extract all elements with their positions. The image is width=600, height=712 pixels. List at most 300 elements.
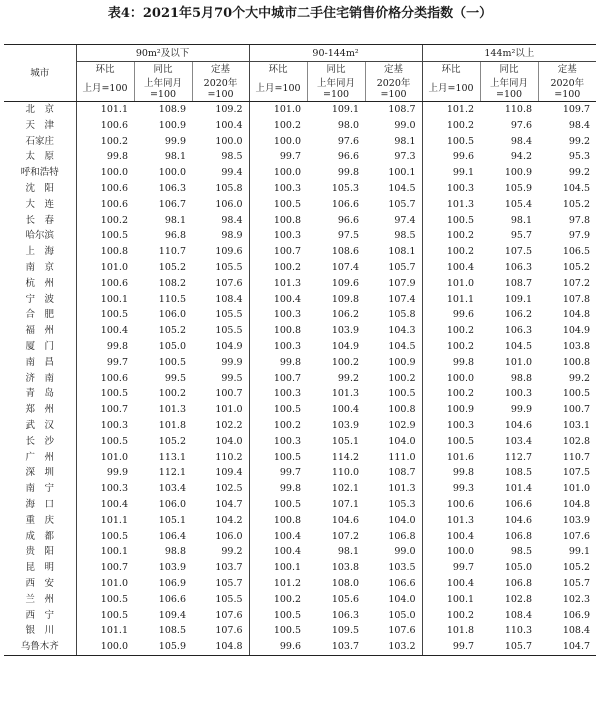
index-value: 100.8	[249, 513, 307, 529]
city-name: 深 圳	[25, 467, 54, 479]
index-value: 97.9	[568, 230, 591, 242]
table-row	[4, 450, 596, 466]
index-value: 108.9	[158, 104, 186, 115]
city-name: 海 口	[25, 498, 54, 510]
index-value: 99.3	[422, 481, 480, 497]
city-name: 厦 门	[25, 340, 54, 352]
index-value: 105.9	[504, 182, 533, 194]
index-value: 108.1	[388, 246, 416, 258]
table-row	[4, 465, 596, 481]
index-value: 104.5	[562, 182, 591, 194]
index-value: 110.3	[504, 625, 533, 637]
table-row	[4, 276, 596, 292]
index-value: 98.4	[221, 214, 243, 226]
index-value: 98.9	[221, 230, 243, 242]
index-value: 100.3	[249, 228, 307, 244]
sub-header-yoy: 同比	[134, 62, 192, 77]
index-value: 99.9	[221, 356, 243, 368]
index-value: 99.2	[568, 135, 591, 147]
table-row	[4, 197, 596, 213]
index-value: 103.5	[388, 562, 416, 574]
city-name: 福 州	[25, 325, 54, 337]
index-value: 100.9	[504, 167, 533, 179]
index-value: 100.5	[76, 228, 134, 244]
index-value: 108.2	[158, 277, 186, 289]
index-value: 104.8	[192, 639, 249, 655]
index-value: 100.2	[249, 418, 307, 434]
table-row	[4, 165, 596, 181]
index-value: 100.9	[422, 402, 480, 418]
index-value: 106.6	[331, 198, 360, 210]
table-title: 表4：2021年5月70个大中城市二手住宅销售价格分类指数（一）	[107, 6, 493, 21]
table-row	[4, 134, 596, 150]
index-value: 110.5	[158, 293, 186, 305]
index-value: 98.4	[510, 135, 533, 147]
index-value: 101.0	[76, 576, 134, 592]
index-value: 107.6	[215, 609, 243, 621]
index-value: 109.8	[331, 293, 360, 305]
table-row	[4, 544, 596, 560]
index-value: 100.5	[249, 197, 307, 213]
city-name: 哈尔滨	[25, 230, 54, 242]
index-value: 99.9	[76, 465, 134, 481]
index-value: 107.9	[388, 277, 416, 289]
index-value: 102.9	[388, 419, 416, 431]
index-value: 100.7	[562, 404, 591, 416]
city-name: 乌鲁木齐	[4, 639, 76, 655]
index-value: 100.5	[76, 307, 134, 323]
index-value: 100.2	[422, 118, 480, 134]
index-value: 109.6	[215, 246, 243, 258]
index-value: 107.5	[562, 467, 591, 479]
index-value: 101.0	[504, 356, 533, 368]
index-value: 99.8	[249, 355, 307, 371]
index-value: 100.8	[249, 213, 307, 229]
index-value: 101.3	[388, 483, 416, 495]
index-value: 106.4	[158, 530, 186, 542]
index-value: 106.3	[504, 261, 533, 273]
table-row	[4, 497, 596, 513]
index-value: 101.8	[422, 623, 480, 639]
city-name: 沈 阳	[25, 182, 54, 194]
index-value: 103.9	[331, 325, 360, 337]
city-name: 北 京	[25, 104, 54, 115]
index-value: 109.4	[215, 467, 243, 479]
base-header-yoy: 上年同月=100	[480, 76, 538, 102]
index-value: 101.3	[331, 388, 360, 400]
index-value: 106.0	[215, 198, 243, 210]
index-value: 105.2	[562, 261, 591, 273]
index-value: 99.9	[510, 404, 533, 416]
index-value: 99.8	[422, 465, 480, 481]
index-value: 100.2	[331, 356, 360, 368]
table-row	[4, 592, 596, 608]
index-value: 101.1	[422, 292, 480, 308]
city-name: 南 昌	[25, 356, 54, 368]
city-name: 上 海	[25, 246, 54, 258]
index-value: 100.4	[249, 292, 307, 308]
table-row	[4, 307, 596, 323]
index-value: 104.9	[215, 340, 243, 352]
index-value: 100.4	[76, 323, 134, 339]
index-value: 100.3	[249, 339, 307, 355]
index-value: 101.1	[76, 102, 134, 118]
index-value: 100.0	[158, 167, 186, 179]
index-value: 106.2	[331, 309, 360, 321]
sub-header-yoy: 同比	[480, 62, 538, 77]
index-value: 99.6	[249, 639, 307, 655]
index-value: 99.4	[221, 167, 243, 179]
index-value: 98.5	[394, 230, 416, 242]
index-value: 105.4	[504, 198, 533, 210]
index-value: 95.7	[510, 230, 533, 242]
index-value: 94.2	[510, 151, 533, 163]
city-name: 贵 阳	[25, 546, 54, 558]
index-value: 102.8	[504, 593, 533, 605]
index-value: 101.6	[422, 450, 480, 466]
index-value: 100.7	[76, 560, 134, 576]
city-name: 长 春	[25, 214, 54, 226]
index-value: 105.0	[388, 609, 416, 621]
group-header-small: 90m²及以下	[76, 45, 249, 62]
index-value: 106.8	[388, 530, 416, 542]
index-value: 103.8	[562, 340, 591, 352]
index-value: 106.3	[504, 325, 533, 337]
index-value: 100.4	[249, 529, 307, 545]
index-value: 104.7	[215, 498, 243, 510]
base-header-mom: 上月=100	[422, 76, 480, 102]
index-value: 105.8	[215, 182, 243, 194]
index-value: 109.4	[158, 609, 186, 621]
city-name: 武 汉	[25, 419, 54, 431]
index-value: 99.8	[76, 339, 134, 355]
index-value: 104.8	[562, 498, 591, 510]
index-value: 105.1	[158, 514, 186, 526]
index-value: 111.0	[388, 451, 416, 463]
index-value: 101.2	[249, 576, 307, 592]
base-header-mom: 上月=100	[249, 76, 307, 102]
index-value: 100.2	[388, 372, 416, 384]
base-header-base: 2020年=100	[365, 76, 422, 102]
index-value: 100.3	[76, 418, 134, 434]
index-value: 108.7	[388, 467, 416, 479]
index-value: 104.7	[538, 639, 596, 655]
table-row	[4, 529, 596, 545]
index-value: 103.9	[158, 562, 186, 574]
index-value: 100.8	[388, 404, 416, 416]
index-value: 104.6	[504, 514, 533, 526]
index-value: 105.2	[562, 198, 591, 210]
index-value: 101.1	[76, 623, 134, 639]
city-name: 济 南	[25, 372, 54, 384]
index-value: 101.2	[422, 102, 480, 118]
index-value: 100.5	[76, 434, 134, 450]
index-value: 106.0	[158, 309, 186, 321]
index-value: 100.7	[249, 244, 307, 260]
index-value: 100.6	[76, 118, 134, 134]
index-value: 97.3	[394, 151, 416, 163]
index-value: 108.5	[504, 467, 533, 479]
index-value: 100.2	[422, 608, 480, 624]
base-header-base: 2020年=100	[538, 76, 596, 102]
index-value: 102.2	[215, 419, 243, 431]
index-value: 98.8	[164, 546, 186, 558]
index-value: 98.5	[221, 151, 243, 163]
index-value: 110.2	[215, 451, 243, 463]
index-value: 108.0	[331, 577, 360, 589]
index-value: 105.5	[215, 593, 243, 605]
index-value: 100.1	[76, 544, 134, 560]
table-row	[4, 323, 596, 339]
index-value: 100.2	[422, 323, 480, 339]
index-value: 104.8	[562, 309, 591, 321]
index-value: 98.1	[337, 546, 360, 558]
index-value: 108.7	[388, 104, 416, 115]
index-value: 110.7	[158, 246, 186, 258]
index-value: 99.1	[568, 546, 591, 558]
index-value: 100.5	[76, 608, 134, 624]
index-value: 114.2	[331, 451, 360, 463]
index-value: 104.5	[504, 340, 533, 352]
index-value: 106.9	[158, 577, 186, 589]
index-value: 100.5	[422, 134, 480, 150]
index-value: 104.6	[504, 419, 533, 431]
index-value: 96.8	[164, 230, 186, 242]
index-value: 107.1	[331, 498, 360, 510]
index-value: 110.7	[562, 451, 591, 463]
index-value: 108.7	[504, 277, 533, 289]
index-value: 107.6	[215, 625, 243, 637]
index-value: 105.1	[331, 435, 360, 447]
index-value: 100.7	[215, 388, 243, 400]
index-value: 98.1	[510, 214, 533, 226]
index-value: 105.5	[215, 325, 243, 337]
index-value: 107.4	[388, 293, 416, 305]
index-value: 105.2	[158, 325, 186, 337]
index-value: 97.6	[510, 119, 533, 131]
city-name: 太 原	[25, 151, 54, 163]
index-value: 102.1	[331, 483, 360, 495]
index-value: 100.5	[158, 356, 186, 368]
index-value: 109.5	[331, 625, 360, 637]
index-value: 100.3	[249, 181, 307, 197]
table-row	[4, 181, 596, 197]
table-row	[4, 608, 596, 624]
index-value: 100.6	[76, 371, 134, 387]
index-value: 106.0	[158, 498, 186, 510]
city-name: 南 京	[25, 261, 54, 273]
index-value: 105.2	[562, 562, 591, 574]
index-value: 105.3	[388, 498, 416, 510]
index-value: 103.9	[562, 514, 591, 526]
index-value: 99.2	[337, 372, 360, 384]
index-value: 100.5	[76, 529, 134, 545]
table-row	[4, 434, 596, 450]
index-value: 100.5	[562, 388, 591, 400]
index-value: 98.4	[568, 119, 591, 131]
table-row	[4, 639, 596, 655]
index-value: 112.7	[504, 451, 533, 463]
city-name: 广 州	[25, 451, 54, 463]
index-value: 101.8	[158, 419, 186, 431]
index-value: 107.5	[504, 246, 533, 258]
index-value: 112.1	[158, 467, 186, 479]
index-value: 98.5	[510, 546, 533, 558]
index-value: 100.2	[249, 118, 307, 134]
index-value: 103.2	[365, 639, 422, 655]
index-value: 107.6	[215, 277, 243, 289]
city-name: 西 安	[25, 577, 54, 589]
index-value: 101.0	[215, 404, 243, 416]
index-value: 104.0	[215, 435, 243, 447]
city-name: 重 庆	[25, 514, 54, 526]
index-value: 101.3	[422, 513, 480, 529]
index-value: 105.3	[331, 182, 360, 194]
table-row	[4, 244, 596, 260]
index-value: 101.1	[76, 513, 134, 529]
sub-header-base: 定基	[538, 62, 596, 77]
index-value: 106.7	[158, 198, 186, 210]
city-name: 兰 州	[25, 593, 54, 605]
index-value: 108.6	[331, 246, 360, 258]
index-value: 100.8	[76, 244, 134, 260]
index-value: 101.3	[422, 197, 480, 213]
index-value: 106.3	[158, 182, 186, 194]
index-value: 101.0	[76, 260, 134, 276]
index-value: 100.2	[422, 228, 480, 244]
index-value: 98.1	[164, 214, 186, 226]
city-name: 郑 州	[25, 404, 54, 416]
city-name: 西 宁	[25, 609, 54, 621]
base-header-mom: 上月=100	[76, 76, 134, 102]
index-value: 102.8	[562, 435, 591, 447]
index-value: 100.0	[76, 165, 134, 181]
index-value: 101.0	[422, 276, 480, 292]
base-header-yoy: 上年同月=100	[307, 76, 365, 102]
table-row	[4, 260, 596, 276]
index-value: 99.7	[249, 149, 307, 165]
index-value: 105.9	[134, 639, 192, 655]
index-value: 105.7	[215, 577, 243, 589]
city-name: 昆 明	[25, 562, 54, 574]
city-name: 合 肥	[25, 309, 54, 321]
index-value: 100.3	[422, 418, 480, 434]
index-value: 107.2	[562, 277, 591, 289]
index-value: 100.5	[388, 388, 416, 400]
index-value: 101.3	[249, 276, 307, 292]
index-value: 100.6	[422, 497, 480, 513]
index-value: 99.8	[249, 481, 307, 497]
table-row	[4, 228, 596, 244]
index-value: 97.4	[394, 214, 416, 226]
index-value: 106.2	[504, 309, 533, 321]
base-header-yoy: 上年同月=100	[134, 76, 192, 102]
index-value: 105.2	[158, 435, 186, 447]
index-value: 99.7	[76, 355, 134, 371]
index-value: 109.1	[331, 104, 360, 115]
index-value: 103.4	[158, 483, 186, 495]
index-value: 101.4	[504, 483, 533, 495]
index-value: 109.6	[331, 277, 360, 289]
table-row	[4, 371, 596, 387]
index-value: 100.4	[422, 529, 480, 545]
index-value: 105.0	[158, 340, 186, 352]
city-name: 石家庄	[25, 135, 54, 147]
index-value: 100.2	[422, 244, 480, 260]
index-value: 106.6	[388, 577, 416, 589]
index-value: 98.1	[164, 151, 186, 163]
index-value: 105.7	[388, 198, 416, 210]
index-value: 100.9	[158, 119, 186, 131]
index-value: 100.7	[249, 371, 307, 387]
index-value: 100.3	[422, 181, 480, 197]
index-value: 104.0	[388, 514, 416, 526]
index-value: 100.4	[249, 544, 307, 560]
index-value: 109.2	[215, 104, 243, 115]
index-value: 108.4	[504, 609, 533, 621]
price-index-table	[4, 44, 596, 656]
city-name: 成 都	[25, 530, 54, 542]
index-value: 99.0	[394, 546, 416, 558]
index-value: 97.6	[337, 135, 360, 147]
index-value: 109.1	[504, 293, 533, 305]
index-value: 100.5	[422, 213, 480, 229]
index-value: 100.5	[249, 497, 307, 513]
index-value: 105.8	[388, 309, 416, 321]
index-value: 100.3	[249, 307, 307, 323]
table-row	[4, 355, 596, 371]
index-value: 113.1	[158, 451, 186, 463]
index-value: 99.6	[422, 307, 480, 323]
table-row	[4, 213, 596, 229]
index-value: 105.5	[215, 261, 243, 273]
table-row	[4, 402, 596, 418]
index-value: 105.5	[215, 309, 243, 321]
index-value: 100.1	[249, 560, 307, 576]
city-name: 宁 波	[25, 293, 54, 305]
index-value: 106.0	[215, 530, 243, 542]
city-name: 天 津	[25, 119, 54, 131]
table-row	[4, 339, 596, 355]
index-value: 105.7	[388, 261, 416, 273]
index-value: 100.5	[249, 450, 307, 466]
city-header: 城市	[4, 45, 76, 102]
city-name: 银 川	[25, 625, 54, 637]
index-value: 100.6	[76, 181, 134, 197]
index-value: 105.2	[158, 261, 186, 273]
index-value: 100.0	[76, 639, 134, 655]
index-value: 100.8	[249, 323, 307, 339]
city-name: 南 宁	[25, 483, 54, 495]
index-value: 99.8	[76, 149, 134, 165]
index-value: 103.9	[331, 419, 360, 431]
index-value: 99.5	[221, 372, 243, 384]
index-value: 98.8	[510, 372, 533, 384]
index-value: 104.0	[388, 435, 416, 447]
index-value: 100.0	[249, 134, 307, 150]
index-value: 99.7	[422, 560, 480, 576]
index-value: 107.6	[562, 530, 591, 542]
index-value: 97.8	[568, 214, 591, 226]
index-value: 100.2	[158, 388, 186, 400]
table-row	[4, 149, 596, 165]
index-value: 99.8	[337, 167, 360, 179]
index-value: 107.8	[562, 293, 591, 305]
index-value: 100.4	[331, 404, 360, 416]
index-value: 99.2	[568, 167, 591, 179]
index-value: 100.6	[76, 276, 134, 292]
index-value: 95.3	[568, 151, 591, 163]
